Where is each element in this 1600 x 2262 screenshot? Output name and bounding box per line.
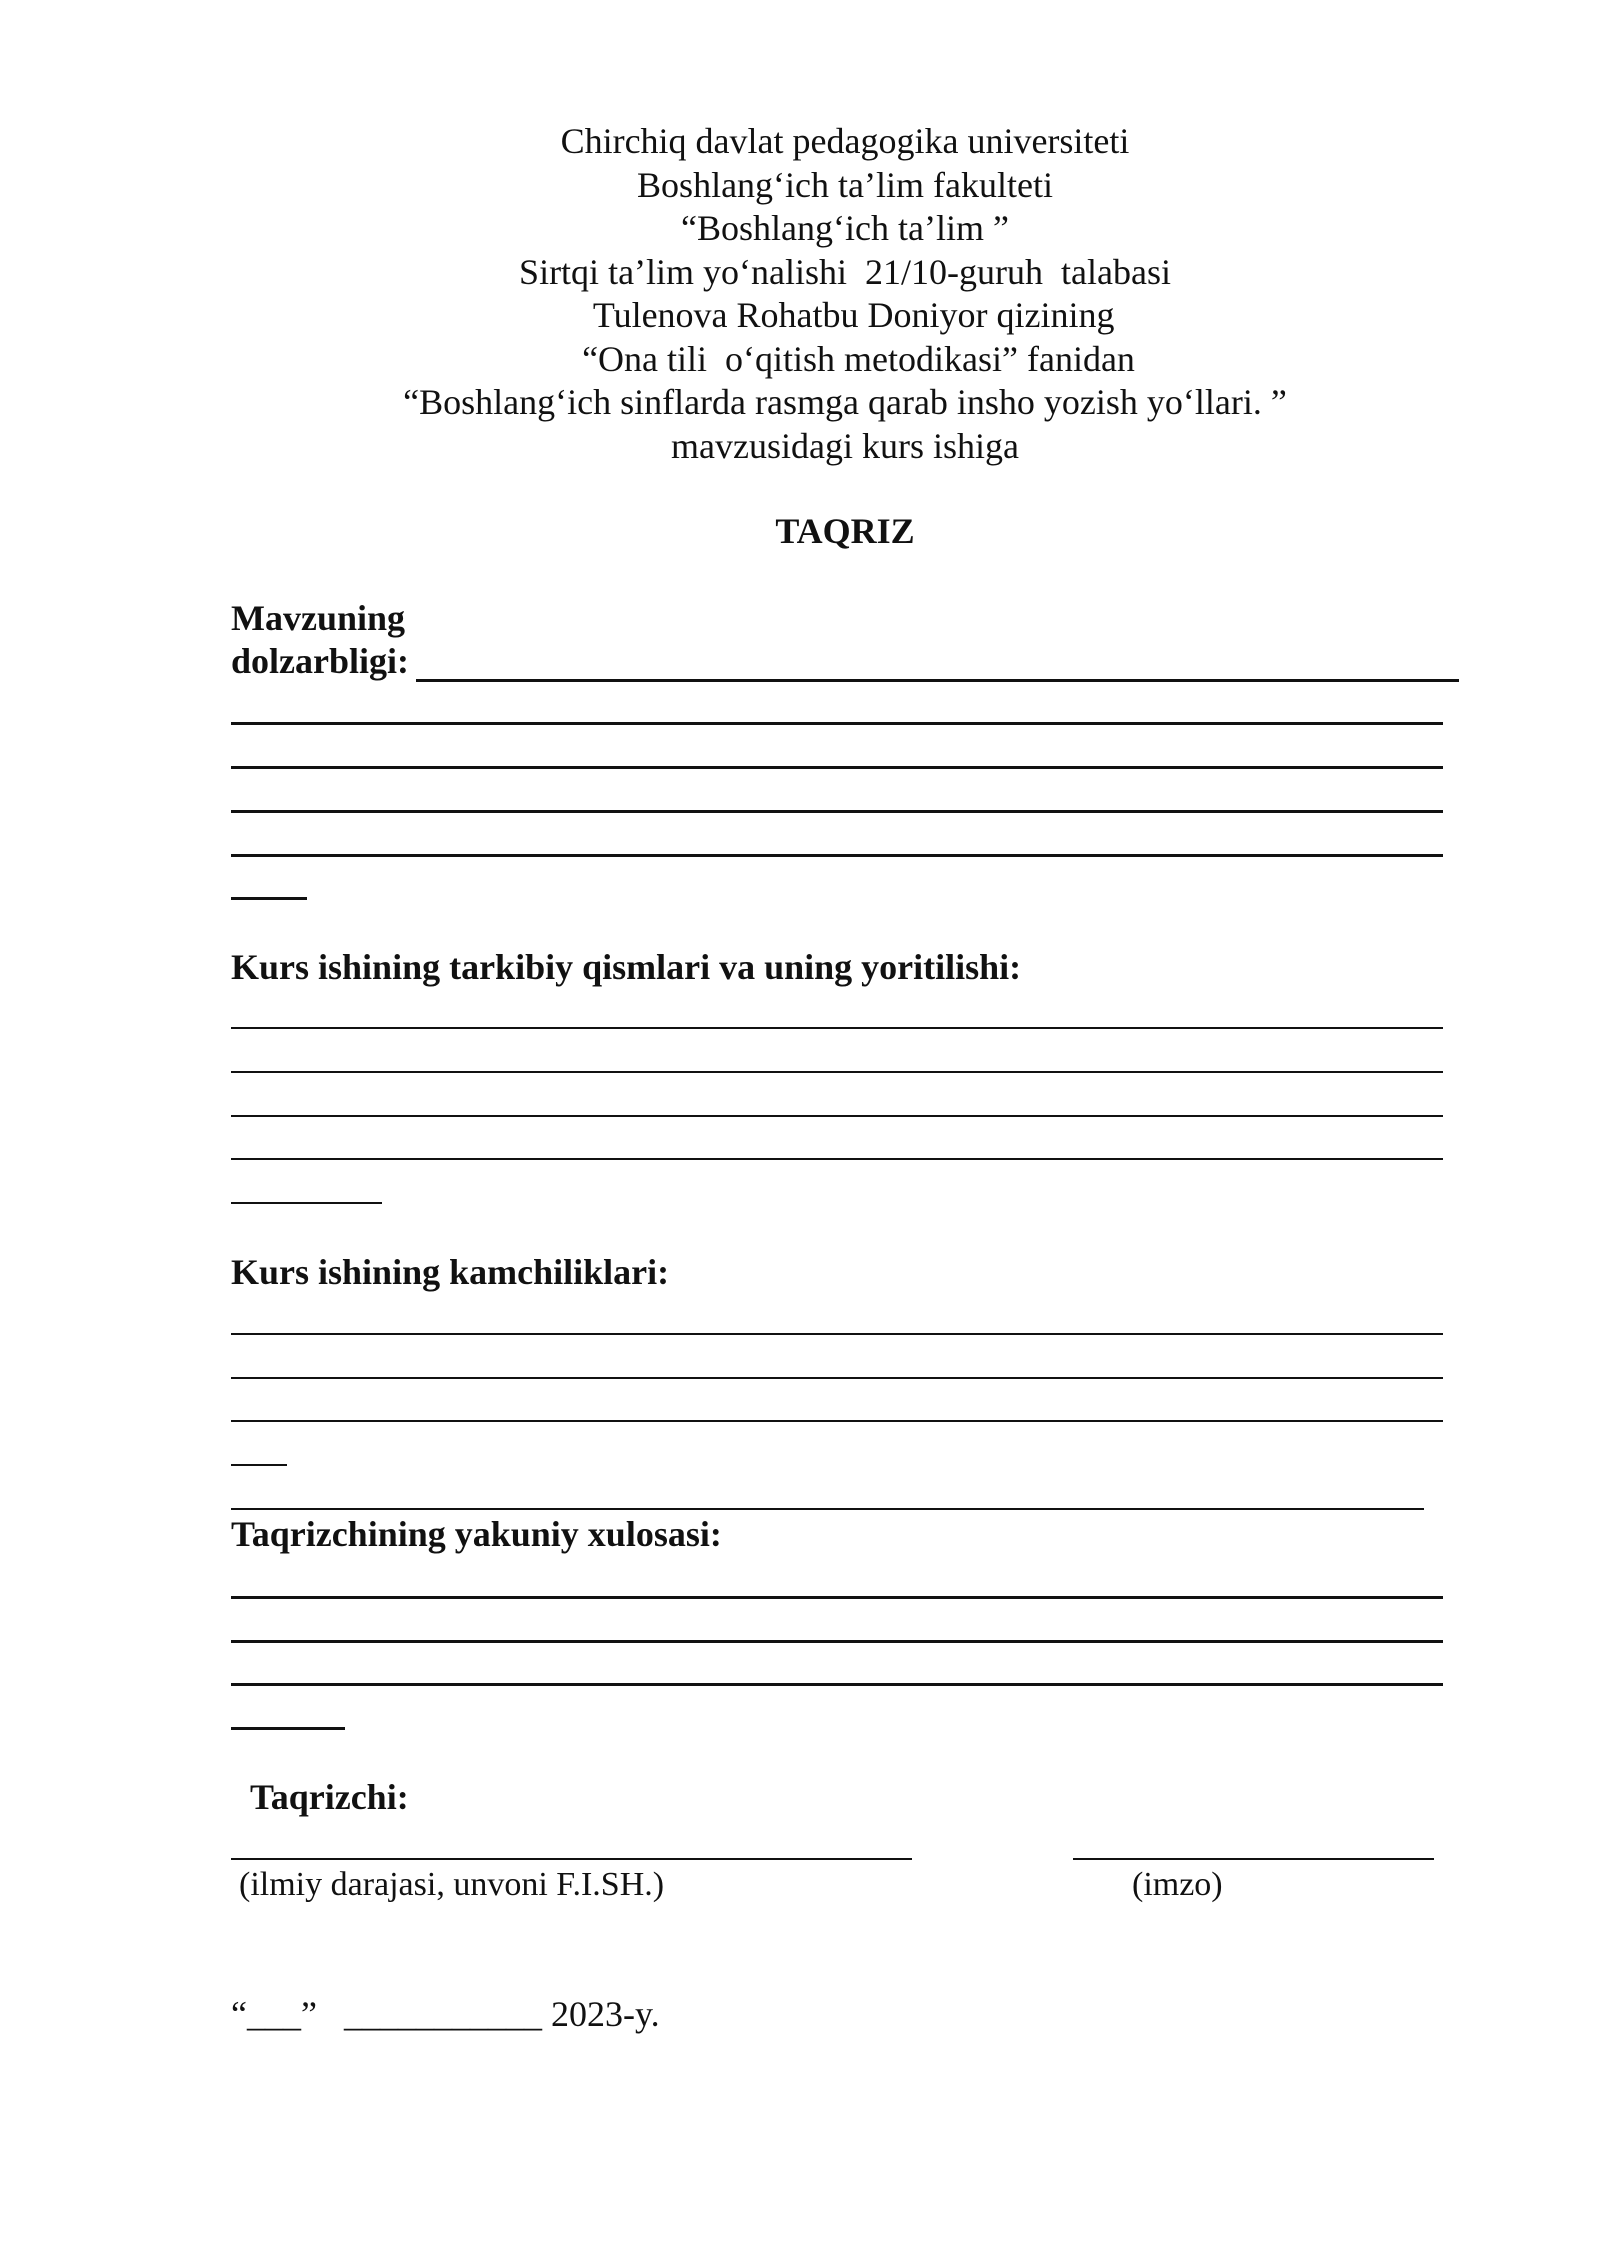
- document-title: TAQRIZ: [775, 511, 915, 551]
- faculty-name: Boshlang‘ich ta’lim fakulteti: [637, 164, 1053, 205]
- conclusion-fill-line[interactable]: [231, 1640, 1443, 1643]
- date-line: “___” ___________ 2023-y.: [231, 1994, 660, 2034]
- shortcomings-label: Kurs ishining kamchiliklari:: [231, 1252, 670, 1292]
- relevance-fill-line[interactable]: [231, 766, 1443, 769]
- structure-fill-line[interactable]: [231, 1115, 1443, 1117]
- course-work-line: mavzusidagi kurs ishiga: [671, 425, 1019, 466]
- document-header: [0, 120, 1600, 468]
- relevance-label-line1: Mavzuning: [231, 598, 406, 638]
- relevance-fill-line[interactable]: [231, 722, 1443, 725]
- subject-line: “Ona tili o‘qitish metodikasi” fanidan: [555, 338, 1135, 379]
- shortcomings-fill-line[interactable]: [231, 1464, 287, 1466]
- structure-fill-line[interactable]: [231, 1158, 1443, 1160]
- university-name: Chirchiq davlat pedagogika universiteti: [560, 121, 1130, 161]
- shortcomings-fill-line[interactable]: [231, 1508, 1424, 1510]
- department-name: “Boshlang‘ich ta’lim ”: [681, 208, 1009, 248]
- shortcomings-fill-line[interactable]: [231, 1377, 1443, 1379]
- degree-caption: (ilmiy darajasi, unvoni F.I.SH.): [239, 1866, 665, 1903]
- relevance-fill-line[interactable]: [231, 897, 307, 900]
- relevance-fill-line[interactable]: [231, 854, 1443, 857]
- conclusion-fill-line[interactable]: [231, 1596, 1443, 1599]
- relevance-label-line2: dolzarbligi:: [231, 641, 409, 681]
- structure-fill-line[interactable]: [231, 1027, 1443, 1029]
- student-name: Tulenova Rohatbu Doniyor qizining: [575, 295, 1115, 335]
- shortcomings-fill-line[interactable]: [231, 1420, 1443, 1422]
- structure-fill-line[interactable]: [231, 1071, 1443, 1073]
- student-group-line: Sirtqi ta’lim yo‘nalishi 21/10-guruh talabasi: [519, 251, 1171, 292]
- topic-line: “Boshlang‘ich sinflarda rasmga qarab insho yozish yo‘llari. ”: [403, 382, 1287, 422]
- relevance-fill-line[interactable]: [416, 679, 1459, 682]
- reviewer-label: Taqrizchi:: [250, 1777, 409, 1817]
- signature-caption: (imzo): [1132, 1866, 1223, 1903]
- structure-fill-line[interactable]: [231, 1202, 382, 1204]
- shortcomings-fill-line[interactable]: [231, 1333, 1443, 1335]
- reviewer-name-fill-line[interactable]: [231, 1858, 912, 1860]
- conclusion-label: Taqrizchining yakuniy xulosasi:: [231, 1514, 722, 1554]
- conclusion-fill-line[interactable]: [231, 1727, 345, 1730]
- structure-label: Kurs ishining tarkibiy qismlari va uning yoritilishi:: [231, 947, 1022, 987]
- conclusion-fill-line[interactable]: [231, 1683, 1443, 1686]
- signature-fill-line[interactable]: [1073, 1858, 1434, 1860]
- relevance-fill-line[interactable]: [231, 810, 1443, 813]
